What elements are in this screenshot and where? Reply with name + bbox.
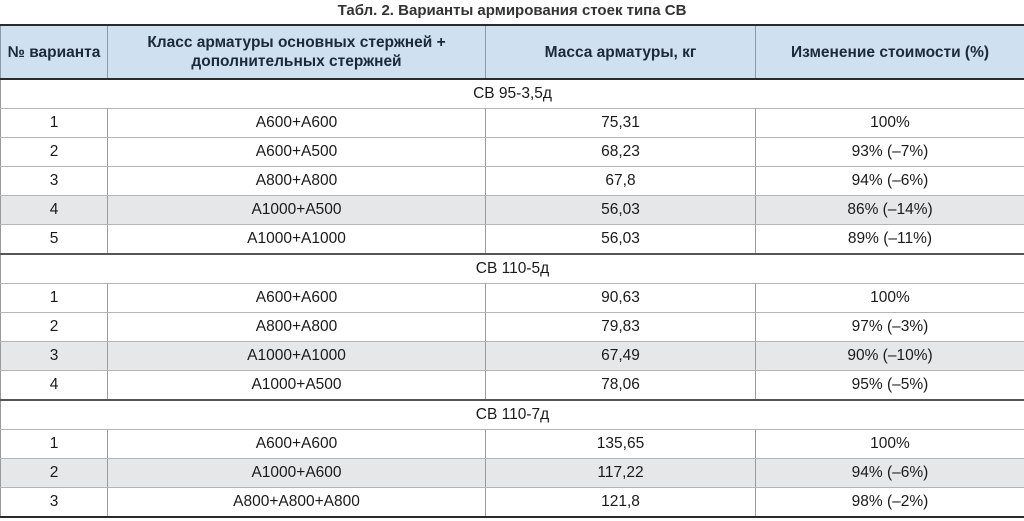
cell-cost: 100% — [756, 430, 1024, 459]
cell-cost: 98% (–2%) — [756, 488, 1024, 518]
cell-num: 4 — [1, 196, 108, 225]
header-mass: Масса арматуры, кг — [486, 25, 756, 79]
header-row — [1, 25, 1024, 79]
cell-mass: 68,23 — [486, 138, 756, 167]
cell-cost: 94% (–6%) — [756, 167, 1024, 196]
group-title: СВ 95-3,5д — [1, 79, 1024, 109]
cell-num: 2 — [1, 459, 108, 488]
cell-mass: 67,49 — [486, 342, 756, 371]
cell-mass: 56,03 — [486, 196, 756, 225]
cell-num: 4 — [1, 371, 108, 401]
table-row — [1, 488, 1024, 518]
cell-num: 3 — [1, 342, 108, 371]
group-title: СВ 110-5д — [1, 254, 1024, 284]
cell-class: А800+А800 — [108, 167, 486, 196]
cell-mass: 121,8 — [486, 488, 756, 518]
cell-cost: 86% (–14%) — [756, 196, 1024, 225]
group-row — [1, 254, 1024, 284]
cell-class: А1000+А1000 — [108, 225, 486, 255]
cell-mass: 79,83 — [486, 313, 756, 342]
table-row — [1, 167, 1024, 196]
cell-cost: 93% (–7%) — [756, 138, 1024, 167]
group-row — [1, 400, 1024, 430]
cell-class: А600+А600 — [108, 284, 486, 313]
cell-class: А600+А500 — [108, 138, 486, 167]
cell-mass: 135,65 — [486, 430, 756, 459]
cell-class: А600+А600 — [108, 109, 486, 138]
table-row — [1, 313, 1024, 342]
cell-cost: 89% (–11%) — [756, 225, 1024, 255]
group-title: СВ 110-7д — [1, 400, 1024, 430]
cell-cost: 100% — [756, 109, 1024, 138]
header-class: Класс арматуры основных стержней + дополнительных стержней — [108, 25, 486, 79]
cell-mass: 78,06 — [486, 371, 756, 401]
cell-mass: 90,63 — [486, 284, 756, 313]
table-row-highlighted — [1, 342, 1024, 371]
cell-cost: 95% (–5%) — [756, 371, 1024, 401]
cell-class: А1000+А600 — [108, 459, 486, 488]
cell-num: 1 — [1, 430, 108, 459]
cell-class: А1000+А500 — [108, 196, 486, 225]
cell-cost: 97% (–3%) — [756, 313, 1024, 342]
header-num: № варианта — [1, 25, 108, 79]
cell-class: А1000+А1000 — [108, 342, 486, 371]
cell-mass: 67,8 — [486, 167, 756, 196]
cell-class: А800+А800+А800 — [108, 488, 486, 518]
cell-num: 2 — [1, 138, 108, 167]
cell-mass: 117,22 — [486, 459, 756, 488]
cell-cost: 90% (–10%) — [756, 342, 1024, 371]
cell-mass: 75,31 — [486, 109, 756, 138]
cell-class: А1000+А500 — [108, 371, 486, 401]
table-row — [1, 430, 1024, 459]
table-row — [1, 138, 1024, 167]
reinforcement-table — [0, 24, 1024, 518]
table-row — [1, 109, 1024, 138]
cell-class: А800+А800 — [108, 313, 486, 342]
table-row — [1, 225, 1024, 255]
cell-cost: 94% (–6%) — [756, 459, 1024, 488]
table-row-highlighted — [1, 196, 1024, 225]
cell-num: 2 — [1, 313, 108, 342]
cell-num: 5 — [1, 225, 108, 255]
table-row — [1, 284, 1024, 313]
cell-num: 1 — [1, 109, 108, 138]
cell-mass: 56,03 — [486, 225, 756, 255]
cell-class: А600+А600 — [108, 430, 486, 459]
header-cost: Изменение стоимости (%) — [756, 25, 1024, 79]
group-row — [1, 79, 1024, 109]
table-caption: Табл. 2. Варианты армирования стоек типа СВ — [337, 2, 687, 19]
table-row-highlighted — [1, 459, 1024, 488]
cell-num: 3 — [1, 167, 108, 196]
cell-cost: 100% — [756, 284, 1024, 313]
cell-num: 1 — [1, 284, 108, 313]
cell-num: 3 — [1, 488, 108, 518]
table-row — [1, 371, 1024, 401]
